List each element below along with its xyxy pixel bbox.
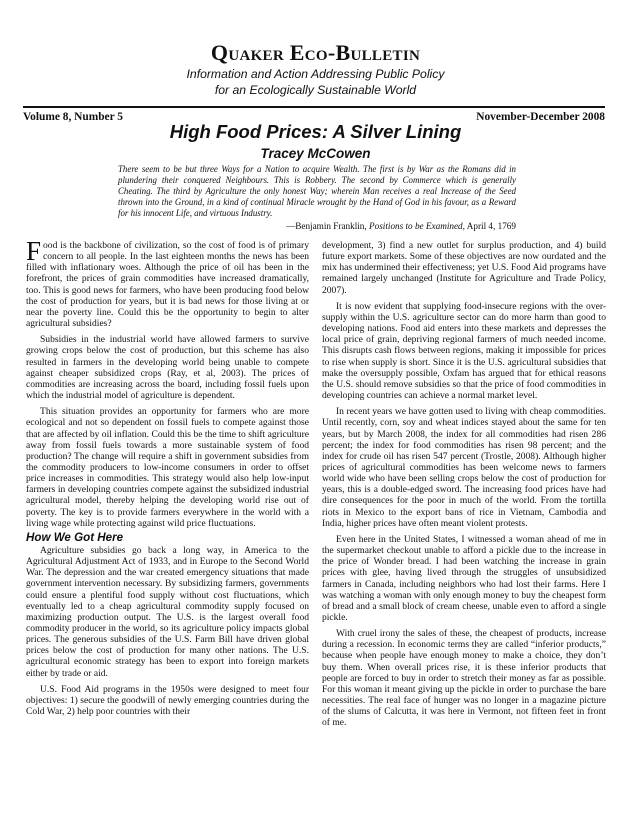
- masthead: [0, 40, 631, 98]
- epigraph-author: —Benjamin Franklin,: [286, 221, 369, 231]
- article-column-left: [26, 236, 309, 718]
- article-headline: High Food Prices: A Silver Lining: [169, 121, 462, 142]
- drop-cap: F: [26, 236, 42, 266]
- paragraph: Even here in the United States, I witnessed a woman ahead of me in the supermarket checkout unable to afford a pickle due to the increase in the price of Wonder bread. I had been watching the increase in grain prices with glee, having lived through the struggles of unsubsidized farmers in Canada, including neighbors who had lost their farms. Here I was watching a woman with only enough money to buy the cheapest form of bread and a small block of cream cheese, unable even to afford a single pickle.: [322, 533, 606, 623]
- article-column-right: [322, 240, 606, 729]
- paragraph-text: ood is the backbone of civilization, so the cost of food is of primary concern to all people. In the last eighteen months the news has been filled with inflationary woes. Although the price of oil has been in the forefront, the prices of grain commodities have increased dramatically, too. This is good news for farmers, who have been producing food below the cost of production for years, but it is bad news for those living at or near the poverty line. Could this be the opportunity to begin to alter agricultural subsidies?: [26, 240, 309, 330]
- paragraph: It is now evident that supplying food-insecure regions with the over-supply within the U.S. agriculture sector can do more harm than good to developing nations. Food aid enters into these markets and depresses the local price of grain, depriving regional farmers of much needed income. This disrupts cash flows between regions, making it impossible for prices to rise when supply is short. Since it is the U.S. agricultural subsidies that make the oversupply possible, Oxfam has argued that for ethical reasons the U.S. should remove subsidies so that the price of food commodities in developing countries can achieve a normal market level.: [322, 300, 606, 402]
- paragraph: development, 3) find a new outlet for surplus production, and 4) build future export markets. Some of these objectives are now ourdated and the mix has undermined their effectiveness; yet U.S. Food Aid programs have remained largely unchanged (Institute for Agriculture and Trade Policy, 2007).: [322, 240, 606, 296]
- epigraph-attribution: [118, 220, 516, 232]
- epigraph-source: Positions to be Examined: [369, 221, 463, 231]
- paragraph: With cruel irony the sales of these, the cheapest of products, increase during a recession. In economic terms they are called “inferior products,” because when people have enough money to make a choice, they don’t buy them. When overall prices rise, it is these inferior products that people are forced to buy in order to stretch their money as far as possible. For this woman it meant giving up the pickle in order to purchase the bare necessities. The real face of hunger was no longer in a magazine picture of the slums of Calcutta, it was here in Vermont, not fifteen feet in front of me.: [322, 628, 606, 729]
- paragraph: Subsidies in the industrial world have allowed farmers to survive growing crops below the cost of production, but this scheme has also resulted in farmers in the developing world being unable to compete against cheaper subsidized crops (Ray, et al, 2003). The prices of commodities are increasing across the board, including fossil fuels upon which the industrial model of agriculture is dependent.: [26, 334, 309, 402]
- issue-date: November-December 2008: [476, 111, 605, 123]
- newsletter-title: Quaker Eco-Bulletin: [210, 40, 421, 65]
- paragraph: [26, 236, 309, 330]
- epigraph-quote: There seem to be but three Ways for a Nation to acquire Wealth. The first is by War as the Romans did in plundering their conquered Neighbours. This is Robbery. The second by Commerce which is generally Cheating. The third by Agriculture the only honest Way; wherein Man receives a real Increase of the Seed thrown into the Ground, in a kind of continual Miracle wrought by the Hand of God in his favour, as a Reward for his innocent Life, and virtuous Industry.: [118, 164, 516, 219]
- volume-number: Volume 8, Number 5: [23, 111, 123, 123]
- epigraph-date: , April 4, 1769: [462, 221, 516, 231]
- paragraph: In recent years we have gotten used to living with cheap commodities. Until recently, corn, soy and wheat indices stayed about the same for ten years, but by March 2008, the index for all commodities had risen 286 percent; the index for food commodities has risen 98 percent; and the index for crude oil has risen 547 percent (Trostle, 2008). Although higher prices of agricultural commodities has been welcome news to farmers world wide who have been selling crops below the cost of production for years, this is a double-edged sword. The increasing food prices have had dire consequences for the poor in much of the world. From the tortilla riots in Mexico to the export bans of rice in Vietnam, Cambodia and India, higher prices have often meant violent protests.: [322, 406, 606, 529]
- article-byline: Tracey McCowen: [260, 146, 371, 161]
- paragraph: U.S. Food Aid programs in the 1950s were designed to meet four objectives: 1) secure the goodwill of newly emerging countries during the Cold War, 2) help poor countries with their: [26, 683, 309, 718]
- paragraph: Agriculture subsidies go back a long way, in America to the Agricultural Adjustment Act of 1933, and in Europe to the Second World War. The depression and the war created emergency situations that made government intervention necessary. By subsidizing farmers, governments could ensure a plentiful food supply without cost fluctuations, which eventually led to a cheap agricultural commodity supply focused on maximizing production output. The U.S. is the largest overall food commodity producer in the world, so its agriculture policy impacts global prices. The generous subsidies of the U.S. Farm Bill have driven global prices below the cost of production for many other nations. The U.S. agricultural economic strategy has been to export into foreign markets either by trade or aid.: [26, 544, 309, 679]
- section-heading: How We Got Here: [26, 530, 124, 544]
- newsletter-subtitle-line-1: Information and Action Addressing Public Policy: [186, 67, 445, 81]
- paragraph: This situation provides an opportunity for farmers who are more ecological and not so dependent on fossil fuels to compete against those that are affected by oil inflation. Could this be the time to shift agriculture away from fossil fuels towards a more sustainable system of food production? The change will require a shift in government subsidies from the commodity producers to low-income consumers in order to offset price increases in commodities. This strategy would also help low-input farmers in developing countries compete against the subsidized industrial agricultural model, thereby helping the developing world rise out of poverty. The key is to provide farmers everywhere in the world with a living wage while protecting against wild price fluctuations.: [26, 406, 309, 529]
- newsletter-subtitle-line-2: for an Ecologically Sustainable World: [214, 83, 417, 97]
